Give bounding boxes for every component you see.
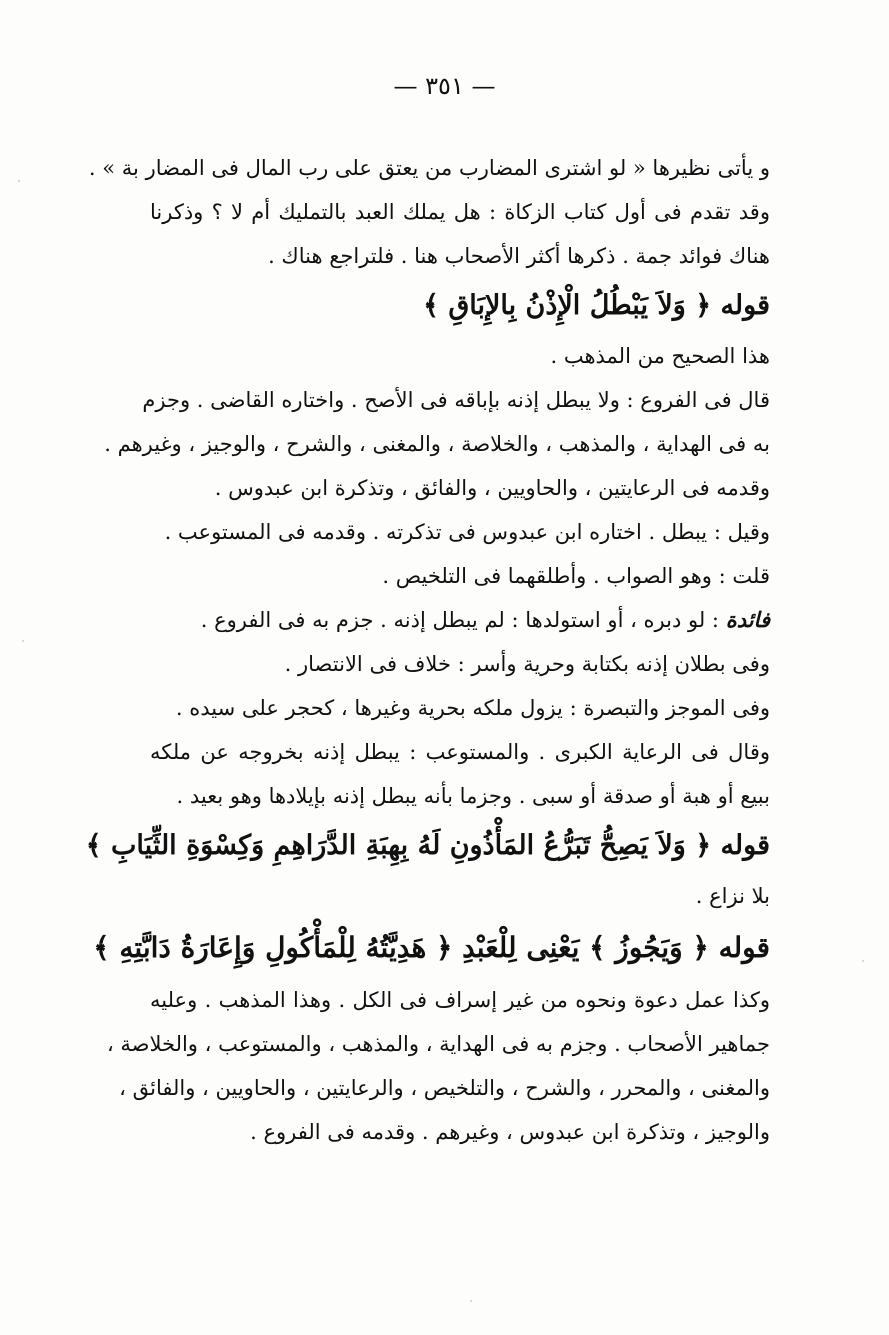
text-line-16: وكذا عمل دعوة ونحوه من غير إسراف فى الكل . وهذا المذهب . وعليه [150, 988, 770, 1012]
paper-speck [470, 1300, 472, 1302]
quran-quote: ﴿ وَلاَ يَصِحُّ تَبَرُّعُ المَأْذُونِ لَهُ بِهِبَةِ الدَّرَاهِمِ وَكِسْوَةِ الثِّيَابِ ﴾ [85, 830, 712, 861]
heading-label: قوله [718, 931, 770, 964]
text-line-4: هذا الصحيح من المذهب . [550, 344, 770, 368]
text-line-11: وفى بطلان إذنه بكتابة وحرية وأسر : خلاف فى الانتصار . [284, 652, 770, 676]
quran-quote: ﴿ وَيَجُوزُ ﴾ يَعْنِى لِلْعَبْدِ ﴿ هَدِيَّتُهُ لِلْمَأْكُولِ وَإِعَارَةُ دَابَّتِهِ ﴾ [93, 931, 709, 964]
text-line-2: وقد تقدم فى أول كتاب الزكاة : هل يملك العبد بالتمليك أم لا ؟ وذكرنا [150, 200, 770, 224]
text-line-19: والوجيز ، وتذكرة ابن عبدوس ، وغيرهم . وقدمه فى الفروع . [250, 1120, 770, 1144]
note-label: فائدة [725, 607, 770, 632]
note-text: : لو دبره ، أو استولدها : لم يبطل إذنه . جزم به فى الفروع . [200, 608, 719, 632]
page-number: — ٣٥١ — [393, 72, 496, 100]
text-line-6: به فى الهداية ، والمذهب ، والخلاصة ، والمغنى ، والشرح ، والوجيز ، وغيرهم . [104, 432, 770, 456]
text-line-7: وقدمه فى الرعايتين ، والحاويين ، والفائق ، وتذكرة ابن عبدوس . [214, 476, 770, 500]
text-line-18: والمغنى ، والمحرر ، والشرح ، والتلخيص ، والرعايتين ، والحاويين ، والفائق ، [119, 1076, 770, 1100]
heading-quote-2 [85, 818, 770, 874]
text-line-9: قلت : وهو الصواب . وأطلقهما فى التلخيص . [382, 564, 770, 588]
paper-speck [862, 960, 864, 962]
text-line-3: هناك فوائد جمة . ذكرها أكثر الأصحاب هنا . فلتراجع هناك . [268, 244, 770, 268]
text-line-12: وفى الموجز والتبصرة : يزول ملكه بحرية وغيرها ، كحجر على سيده . [175, 696, 770, 720]
text-line-10 [150, 598, 770, 642]
text-line-8: وقيل : يبطل . اختاره ابن عبدوس فى تذكرته . وقدمه فى المستوعب . [164, 520, 770, 544]
text-line-14: ببيع أو هبة أو صدقة أو سبى . وجزما بأنه يبطل إذنه بإيلادها وهو بعيد . [176, 784, 770, 808]
heading-label: قوله [720, 830, 770, 861]
text-line-17: جماهير الأصحاب . وجزم به فى الهداية ، والمذهب ، والمستوعب ، والخلاصة ، [106, 1032, 770, 1056]
heading-quote-1 [150, 278, 770, 334]
text-line-5: قال فى الفروع : ولا يبطل إذنه بإباقه فى الأصح . واختاره القاضى . وجزم [142, 388, 770, 412]
paper-speck [18, 180, 20, 182]
body-text [85, 146, 770, 1154]
quran-quote: ﴿ وَلاَ يَبْطُلُ الْإِذْنُ بِالإِبَاقِ ﴾ [423, 290, 712, 321]
heading-quote-3 [93, 918, 770, 978]
text-line-1: و يأتى نظيرها « لو اشترى المضارب من يعتق على رب المال فى المضار بة » . [88, 156, 770, 180]
text-line-15: بلا نزاع . [695, 884, 770, 908]
heading-label: قوله [720, 290, 770, 321]
paper-speck [22, 640, 24, 642]
text-line-13: وقال فى الرعاية الكبرى . والمستوعب : يبطل إذنه بخروجه عن ملكه [150, 740, 770, 764]
